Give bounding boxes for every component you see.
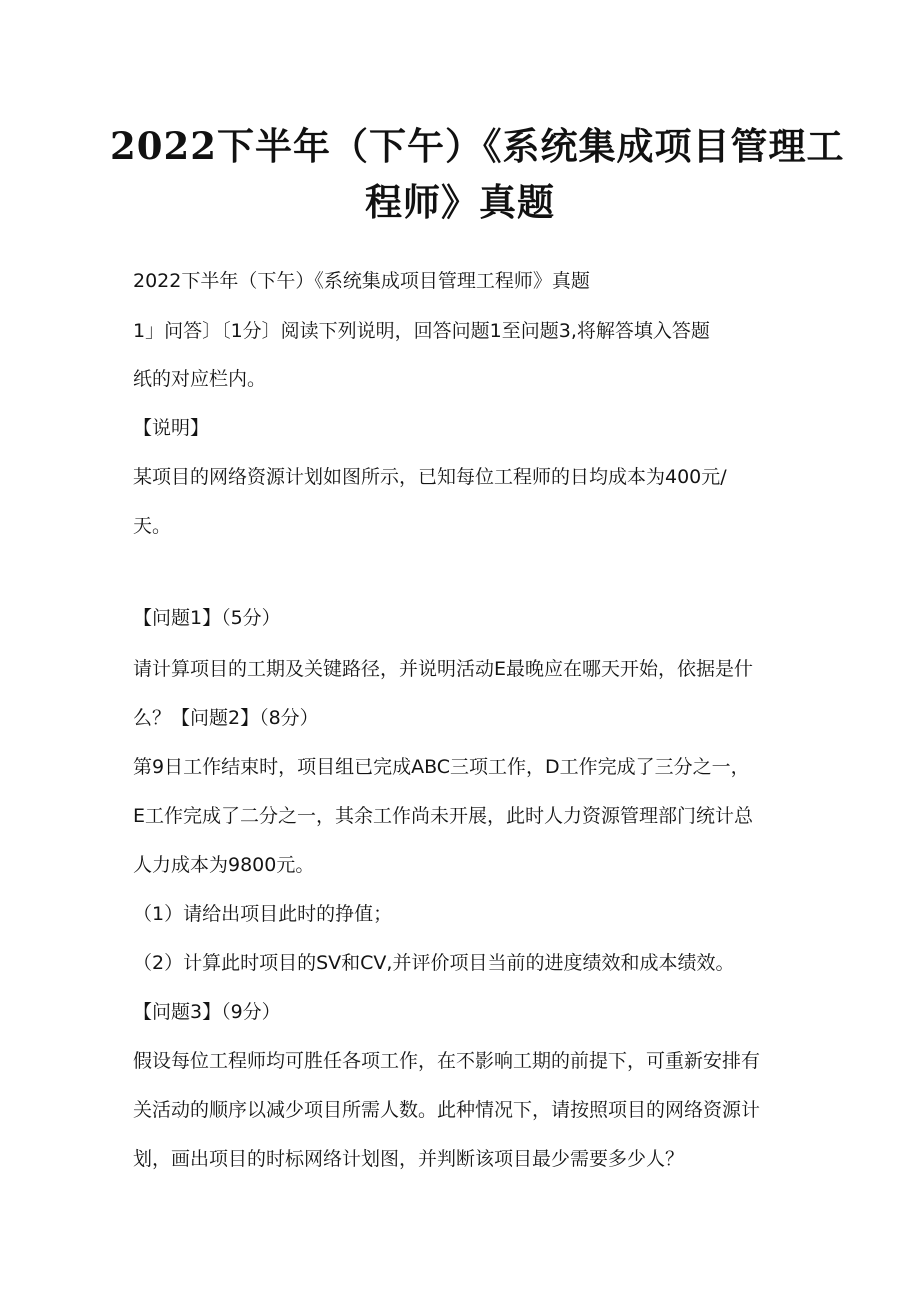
description-line: 某项目的网络资源计划如图所示，已知每位工程师的日均成本为400元/ [133, 466, 727, 488]
question-intro-line-cont: 纸的对应栏内。 [133, 368, 267, 390]
question-2-heading: 么？【问题2】（8分） [133, 707, 319, 729]
question-3-heading: 【问题3】（9分） [133, 1001, 281, 1023]
question-intro-line: 1」问答〕〔1分〕阅读下列说明，回答问题1至问题3,将解答填入答题 [133, 320, 710, 342]
question-2-text-cont: E工作完成了二分之一，其余工作尚未开展，此时人力资源管理部门统计总 [133, 805, 754, 827]
subtitle-line: 2022下半年（下午）《系统集成项目管理工程师》真题 [133, 270, 590, 292]
question-2-item-1: （1）请给出项目此时的挣值； [133, 903, 393, 925]
question-3-text-cont: 关活动的顺序以减少项目所需人数。此种情况下，请按照项目的网络资源计 [133, 1099, 761, 1121]
question-2-text: 第9日工作结束时，项目组已完成ABC三项工作，D工作完成了三分之一， [133, 756, 750, 778]
question-3-text: 假设每位工程师均可胜任各项工作，在不影响工期的前提下，可重新安排有 [133, 1050, 761, 1072]
document-title-line-2: 程师》真题 [365, 180, 555, 224]
question-2-item-2: （2）计算此时项目的SV和CV,并评价项目当前的进度绩效和成本绩效。 [133, 952, 735, 974]
question-3-text-cont-2: 划，画出项目的时标网络计划图，并判断该项目最少需要多少人？ [133, 1148, 685, 1170]
question-1-heading: 【问题1】（5分） [133, 607, 281, 629]
question-2-text-cont-2: 人力成本为9800元。 [133, 854, 315, 876]
question-1-text: 请计算项目的工期及关键路径，并说明活动E最晚应在哪天开始，依据是什 [133, 658, 754, 680]
document-title-line-1: 2022下半年（下午）《系统集成项目管理工 [110, 124, 845, 168]
description-line-cont: 天。 [133, 515, 172, 537]
section-heading-description: 【说明】 [133, 417, 210, 439]
